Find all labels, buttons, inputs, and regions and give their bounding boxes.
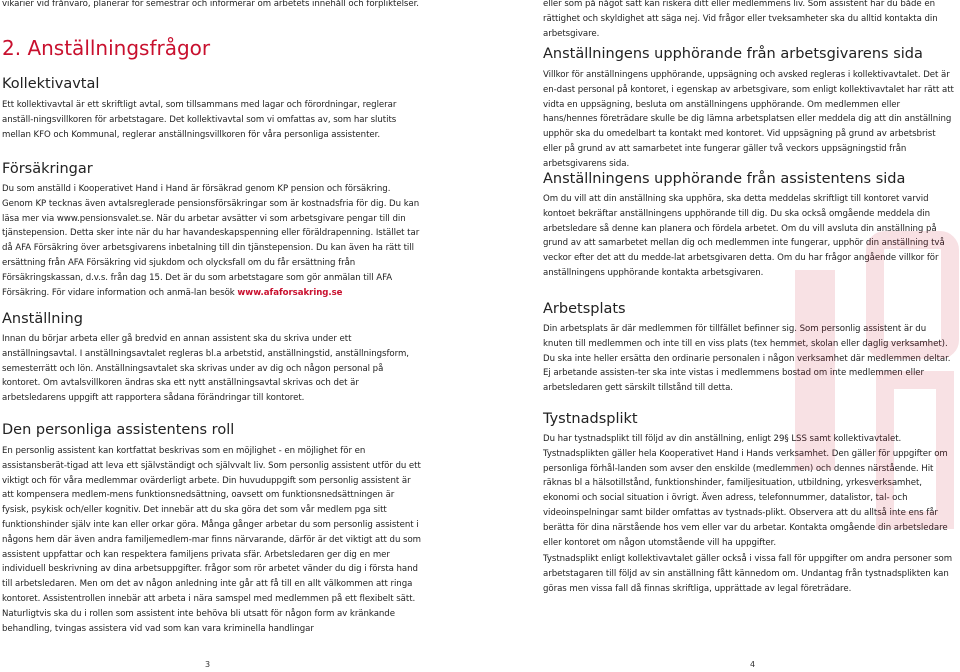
heading-arbetsplats: Arbetsplats (543, 301, 626, 317)
heading-upphorande-arbetsgivare: Anställningens upphörande från arbetsgivarens sida (543, 46, 923, 62)
forsakringar-p2: Genom KP tecknas även avtalsreglerade pensionsförsäkringar som är kostnadsfria för dig. Du kan läsa mer via www.pensionsvalet.se. (2, 198, 420, 224)
decorative-watermark (785, 230, 960, 550)
heading-kollektivavtal: Kollektivavtal (2, 76, 100, 92)
left-page (0, 0, 422, 672)
heading-tystnadsplikt: Tystnadsplikt (543, 411, 638, 427)
tystnadsplikt-p2: Tystnadsplikt enligt kollektivavtalet gäller också i vissa fall för uppgifter om andra personer som arbetstagaren till följd av sin anställning fått kännedom om. Undantag från tystnadsplikten kan göras men vissa fall då finnas skriftliga, upprättade av legal företrädare. (543, 554, 953, 594)
roll-p1-cont: Som personlig assistent utför du ett viktigt och för våra medlemmar ovärderligt arbete. (2, 460, 421, 486)
right-intro-p1: eller som på något sätt kan riskera ditt eller medlemmens liv. (543, 0, 806, 9)
roll-body (2, 444, 422, 636)
page-number-right: 4 (750, 660, 756, 669)
heading-forsakringar: Försäkringar (2, 161, 93, 177)
heading-roll: Den personliga assistentens roll (2, 422, 235, 438)
upp-as-p1: Om du vill att din anställning ska upphöra, ska detta meddelas skriftligt till kontoret varvid kontoet bekräftar anställningens upphörande till dig. (543, 194, 929, 219)
afa-link[interactable]: www.afaforsakring.se (237, 287, 343, 298)
right-intro-p2: Som assistent har du både en rättighet och skyldighet att säga nej. Vid frågor eller tveksamheter ska du alltid kontakta din arbetsgivare. (543, 0, 938, 39)
intro-text: vikarier vid frånvaro, planerar för semestrar och informerar om arbetets innehåll och förpliktelser. (2, 0, 419, 9)
arbetsplats-p1: Din arbetsplats är där medlemmen för tillfället befinner sig. Som personlig assistent är du knuten till medlemmen och inte till en viss plats (tex hemmet, skolan eller daglig verksamhet). Du ska inte heller ersätta den ordinarie personalen i någon verksamhet där medlemmen deltar. Ej arbetande assisten-ter ska inte vistas i medlemmens bostad om inte medlemmen eller arbetsledaren gett särskilt tillstånd till detta. (543, 324, 951, 394)
tystnadsplikt-p1: Du har tystnadsplikt till följd av din anställning, enligt 29§ LSS samt kollektivavtalet. Tystnadsplikten gäller hela Kooperativet Hand i Hands verksamhet. Den gäller för uppgifter om personliga förhål-landen som avser den enskilde (medlemmen) och dennes närstående. Hit räknas bl a hälsotillstånd, funktionshinder, familjesituation, utbildning, yrkesverksamhet, ekonomi och social situation i övrigt. Även adress, telefonnummer, datalistor, tal- och videoinspelningar samt bilder omfattas av tystnads-plikt. Observera att du alltså inte ens får berätta för dina närstående hos vem eller var du arbetar. Kontakta omgående din arbetsledare eller kontoret om någon utomstående vill ha uppgifter. (543, 434, 948, 548)
roll-p4: frågor som rör arbetet vänder du dig i första hand till arbetsledaren. Men om det av någon anledning inte går att få till en allt välkommen att ringa kontoret. Assistentrollen innebär att arbeta i nära samspel med medlemmen på ett flexibelt sätt. Naturligtvis ska du i rollen som assistent inte behöva bli utsatt för någon form av kränkande behandling, tvingas assistera vid vad som kan vara kriminella handlingar (2, 564, 418, 634)
roll-p2: Din huvuduppgift som personlig assistent är att kompensera medlem-mens funktionsnedsättning, oavsett om funktionsnedsättningen är fysisk, psykisk och/eller kognitiv. Det innebär att du ska göra det som vår medlem pga sitt funktionshinder själv inte kan eller orkar göra. Många gånger arbetar du som personlig assistent i någons hem där även andra familjemedlem-mar finns närvarande, därför är det viktigt att du som assistent uppfattar och kan respektera familjens privata sfär. (2, 475, 421, 560)
anstallning-body (2, 332, 422, 406)
upp-ag-p1-cont: Om medlemmen eller hans/hennes företrädare skulle be dig lämna arbetsplatsen eller meddela dig att din anställning upphör ska du omedelbart ta kontakt med kontoret. Vid uppsägning på grund av arbetsbrist eller på grund av att samarbetet inte fungerar gäller två veckors uppsägningstid från arbetsgivarens sida. (543, 99, 952, 169)
right-intro (543, 0, 955, 41)
forsakringar-p3: När du arbetar avsätter vi som arbetsgivare pengar till din tjänstepension. Detta sker inte när du har havandeskapspenning eller föräldrapenning. Istället tar då AFA Försäkring över arbetsgivarens inbetalning till din tjänstepension. (2, 213, 420, 254)
forsakringar-body (2, 182, 422, 300)
upp-ag-p1: Villkor för anställningens upphörande, uppsägning och avsked regleras i kollektivavtalet. Det är en-dast personal på kontoret, i egenskap av arbetsgivare, som enligt kollektivavtalet har rätt att vidta en uppsägning, besluta om anställningens upphörande. (543, 70, 954, 110)
kollektivavtal-p1: Ett kollektivavtal är ett skriftligt avtal, som tillsammans med lagar och förordningar, reglerar anställ-ningsvillkoren för arbetstagare. (2, 100, 397, 125)
upp-as-p2-cont: Om du har frågor angående villkor för anställningens upphörande kontakta arbetsgivaren. (543, 253, 939, 278)
page-number-left: 3 (205, 660, 211, 669)
roll-p3: Arbetsledaren ger dig en mer individuell beskrivning av dina arbetsuppgifter. (2, 549, 390, 575)
anstallning-p1: Innan du börjar arbeta eller gå bredvid en annan assistent ska du skriva under ett anställningsavtal. I anställningsavtalet regleras bl.a arbetstid, anställningstid, anställningsform, semesterrätt och lön. Anställningsavtalet ska skrivas under av dig och någon personal på kontoret. Om avtalsvillkoren ändras ska ett nytt anställningsavtal skrivas och det är arbetsledarens uppgift att rapportera sådana förändringar till kontoret. (2, 334, 409, 404)
heading-upphorande-assistent: Anställningens upphörande från assistentens sida (543, 171, 906, 187)
forsakringar-p1: Du som anställd i Kooperativet Hand i Hand är försäkrad genom KP pension och försäkring. (2, 184, 391, 194)
kollektivavtal-body (2, 98, 422, 142)
upp-as-p2: Om du vill avsluta din anställning på grund av att samarbetet mellan dig och medlemmen inte fungerar, upphör din anställning två veckor efter det att du medde-lat arbetsgivaren detta. (543, 223, 945, 264)
kollektivavtal-p1-cont: Det kollektivavtal som vi omfattas av, som har slutits mellan KFO och Kommunal, reglerar anställningsvillkoren för våra personliga assistenter. (2, 114, 397, 140)
forsakringar-p4: Du kan även ha rätt till ersättning från AFA Försäkring vid sjukdom och olycksfall om du får ersättning från Försäkringskassan, d.v.s. från dag 15. Det är du som arbetstagare som gör anmälan till AFA Försäkring. För vidare information och anmä-lan besök (2, 243, 414, 298)
heading-anstallning: Anställning (2, 311, 83, 327)
upp-as-p1-cont: Du ska också omgående meddela din arbetsledare så denne kan planera och fördela arbetet. (543, 208, 931, 234)
roll-p1: En personlig assistent kan kortfattat beskrivas som en möjlighet - en möjlighet för en assistansberät-tigad att leva ett självständigt och självvalt liv. (2, 446, 366, 471)
chapter-title: 2. Anställningsfrågor (2, 36, 211, 60)
upphorande-arbetsgivare-body (543, 68, 955, 172)
